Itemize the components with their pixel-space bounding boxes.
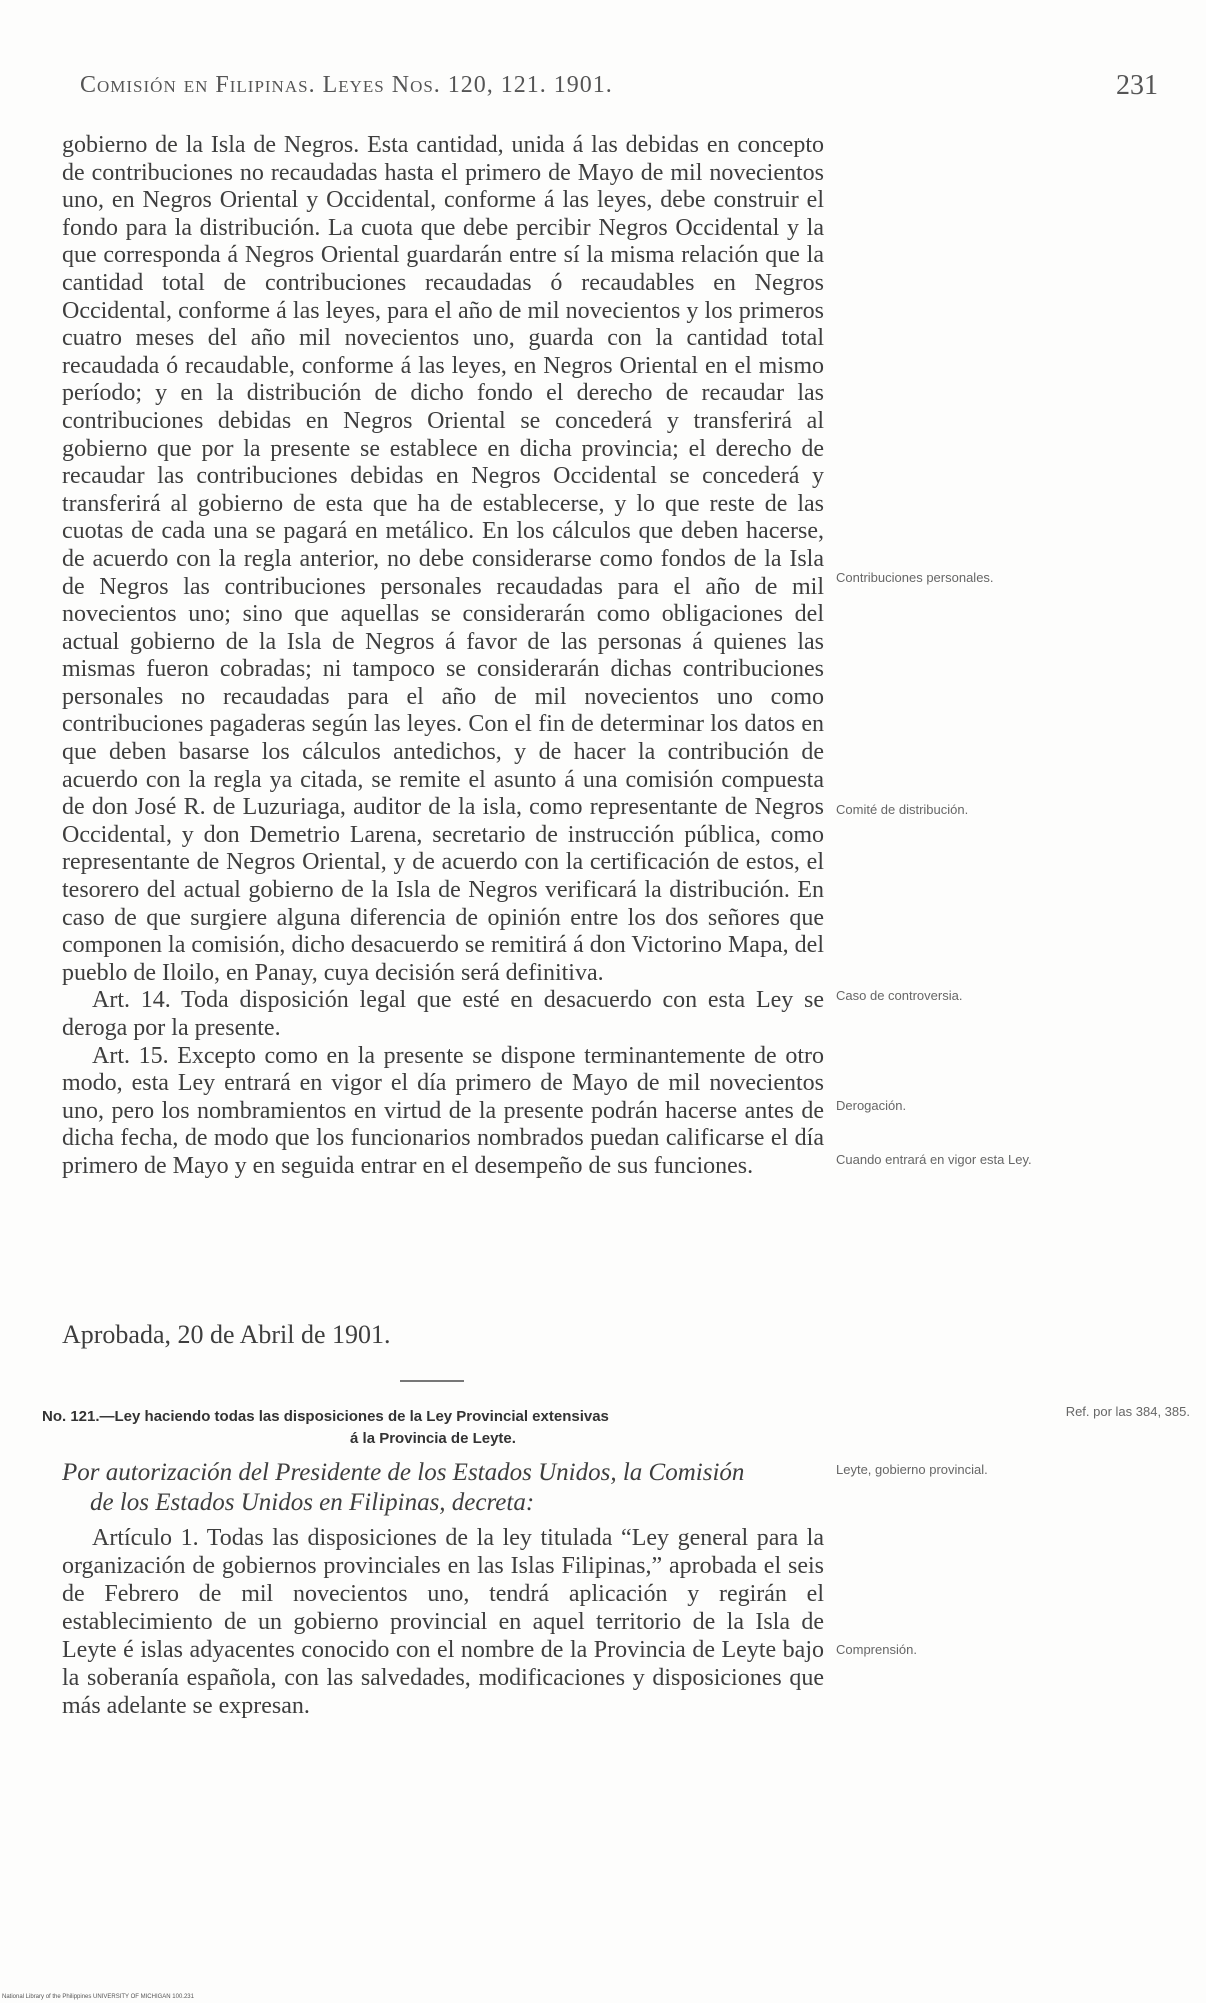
margin-note-leyte: Leyte, gobierno provincial. <box>836 1462 988 1477</box>
margin-note-vigor: Cuando entrará en vigor esta Ley. <box>836 1152 1032 1167</box>
enacting-clause-line-2: de los Estados Unidos en Filipinas, decreta: <box>90 1489 535 1516</box>
page-number: 231 <box>1116 70 1158 101</box>
law-121-title <box>42 1406 824 1450</box>
scan-credit: National Library of the Philippines UNIVERSITY OF MICHIGAN 100.231 <box>2 1994 194 2000</box>
law-121-text <box>62 1524 824 1720</box>
paragraph-distribution: gobierno de la Isla de Negros. Esta cantidad, unida á las debidas en concepto de contribuciones no recaudadas hasta el primero de Mayo de mil novecientos uno, en Negros Oriental y Occidental, conforme á las leyes, debe construir el fondo para la distribución. La cuota que debe percibir Negros Occidental y la que corresponda á Negros Oriental guardarán entre sí la misma relación que la cantidad total de contribuciones recaudadas ó recaudables en Negros Occidental, conforme á las leyes, para el año de mil novecientos y los primeros cuatro meses del año mil novecientos uno, guarda con la cantidad total recaudada ó recaudable, conforme á las leyes, en Negros Oriental en el mismo período; y en la distribución de dicho fondo el derecho de recaudar las contribuciones debidas en Negros Oriental se concederá y transferirá al gobierno que por la presente se establece en dicha provincia; el derecho de recaudar las contribuciones debidas en Negros Occidental se concederá y transferirá al gobierno de esta que ha de establecerse, y lo que reste de las cuotas de cada una se pagará en metálico. En los cálculos que deben hacerse, de acuerdo con la regla anterior, no debe considerarse como fondos de la Isla de Negros las contribuciones personales recaudadas para el año de mil novecientos uno; sino que aquellas se considerarán como obligaciones del actual gobierno de la Isla de Negros á favor de las personas á quienes las mismas fueron cobradas; ni tampoco se considerarán dichas contribuciones personales no recaudadas para el año de mil novecientos uno como contribuciones pagaderas según las leyes. Con el fin de determinar los datos en que deben basarse los cálculos antedichos, y de hacer la contribución de acuerdo con la regla ya citada, se remite el asunto á una comisión compuesta de don José R. de Luzuriaga, auditor de la isla, como representante de Negros Occidental, y don Demetrio Larena, secretario de instrucción pública, como representante de Negros Oriental, y de acuerdo con la certificación de estos, el tesorero del actual gobierno de la Isla de Negros verificará la distribución. En caso de que surgiere alguna diferencia de opinión entre los dos señores que componen la comisión, dicho desacuerdo se remitirá á don Victorino Mapa, del pueblo de Iloilo, en Panay, cuya decisión será definitiva. <box>62 132 824 986</box>
section-divider <box>400 1380 464 1382</box>
margin-note-comprension: Comprensión. <box>836 1642 917 1657</box>
margin-note-ref: Ref. por las 384, 385. <box>1065 1404 1190 1419</box>
margin-note-controversia: Caso de controversia. <box>836 988 963 1003</box>
margin-note-contribuciones: Contribuciones personales. <box>836 570 994 585</box>
margin-note-derogacion: Derogación. <box>836 1098 907 1113</box>
running-head: Comisión en Filipinas. Leyes Nos. 120, 121. 1901. <box>80 72 613 98</box>
article-14: Art. 14. Toda disposición legal que esté en desacuerdo con esta Ley se deroga por la presente. <box>62 987 824 1041</box>
law-121-title-line-1: No. 121.—Ley haciendo todas las disposiciones de la Ley Provincial extensivas <box>42 1408 609 1425</box>
law-121-article-1: Artículo 1. Todas las disposiciones de la ley titulada “Ley general para la organización de gobiernos provinciales en las Islas Filipinas,” aprobada el seis de Febrero de mil novecientos uno, tendrá aplicación y regirán el establecimiento de un gobierno provincial en aquel territorio de la Isla de Leyte é islas adyacentes conocido con el nombre de la Provincia de Leyte bajo la soberanía española, con las salvedades, modificaciones y disposiciones que más adelante se expresan. <box>62 1525 824 1719</box>
enacting-clause-line-1: Por autorización del Presidente de los Estados Unidos, la Comisión <box>62 1459 745 1486</box>
margin-note-comite: Comité de distribución. <box>836 802 969 817</box>
law-121-title-line-2: á la Provincia de Leyte. <box>350 1430 516 1447</box>
main-text-column <box>62 132 824 1181</box>
article-15: Art. 15. Excepto como en la presente se dispone terminantemente de otro modo, esta Ley entrará en vigor el día primero de Mayo de mil novecientos uno, pero los nombramientos en virtud de la presente podrán hacerse antes de dicha fecha, de modo que los funcionarios nombrados puedan calificarse el día primero de Mayo y en seguida entrar en el desempeño de sus funciones. <box>62 1042 824 1179</box>
approval-date: Aprobada, 20 de Abril de 1901. <box>62 1320 391 1349</box>
enacting-clause <box>62 1458 824 1518</box>
